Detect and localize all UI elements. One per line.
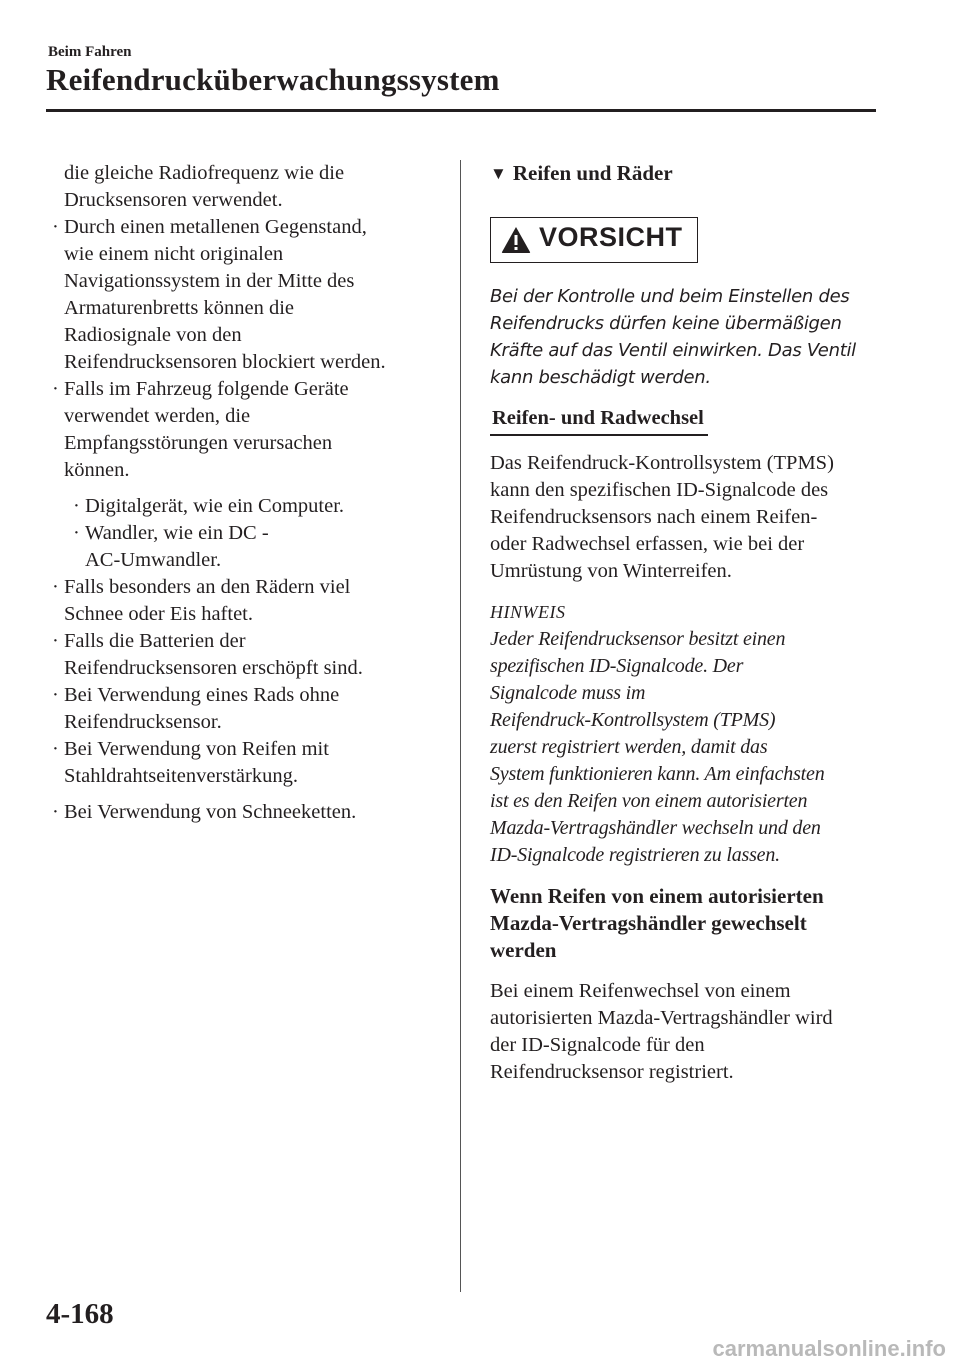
text-line: wie einem nicht originalen: [64, 243, 284, 265]
text-line: der ID-Signalcode für den: [490, 1034, 705, 1056]
bold-heading: [490, 883, 885, 964]
section-heading: [490, 160, 885, 187]
text-line: Reifendrucksensors nach einem Reifen-: [490, 506, 818, 528]
text-line: Radiosignale von den: [64, 324, 242, 346]
text-line: Reifendrucksensor.: [64, 711, 222, 733]
text-line: Kräfte auf das Ventil einwirken. Das Ventil: [490, 340, 856, 361]
hint-title: HINWEIS: [490, 602, 566, 622]
list-item: [48, 799, 438, 826]
text-line: Mazda-Vertragshändler wechseln und den: [490, 817, 821, 839]
paragraph: [490, 978, 885, 1086]
text-line: werden: [490, 938, 557, 962]
text-line: oder Radwechsel erfassen, wie bei der: [490, 533, 805, 555]
caution-text: [490, 283, 860, 391]
list-item: [48, 736, 438, 790]
list-item: [48, 214, 438, 376]
text-line: ist es den Reifen von einem autorisierten: [490, 790, 808, 812]
text-line: Signalcode muss im: [490, 682, 646, 704]
text-line: ID-Signalcode registrieren zu lassen.: [490, 844, 780, 866]
text-line: Reifendrucksensoren erschöpft sind.: [64, 657, 363, 679]
triangle-down-icon: ▼: [490, 164, 507, 183]
bullet-icon: ·: [52, 801, 59, 823]
text-line: System funktionieren kann. Am einfachsten: [490, 763, 825, 785]
text-line: autorisierten Mazda-Vertragshändler wird: [490, 1007, 833, 1029]
sub-list-item: [48, 520, 438, 574]
text-line: verwendet werden, die: [64, 405, 251, 427]
sub-list-item: [48, 493, 438, 520]
text-line: Bei Verwendung eines Rads ohne: [64, 684, 340, 706]
list-item: [48, 628, 438, 682]
text-line: spezifischen ID-Signalcode. Der: [490, 655, 744, 677]
bullet-icon: ·: [52, 738, 59, 760]
right-column: [490, 160, 885, 1086]
subheading: Reifen- und Radwechsel: [490, 405, 708, 436]
page-number: 4-168: [46, 1298, 114, 1330]
section-heading-text: Reifen und Räder: [512, 161, 673, 185]
text-line: Reifendrucks dürfen keine übermäßigen: [490, 313, 842, 334]
text-line: zuerst registriert werden, damit das: [490, 736, 768, 758]
text-line: die gleiche Radiofrequenz wie die: [64, 162, 345, 184]
text-line: Empfangsstörungen verursachen: [64, 432, 333, 454]
left-column: [48, 160, 438, 826]
text-line: Mazda-Vertragshändler gewechselt: [490, 911, 807, 935]
text-line: Falls besonders an den Rädern viel: [64, 576, 351, 598]
warning-triangle-icon: [501, 226, 531, 254]
hint-body: [490, 626, 885, 869]
text-line: Navigationssystem in der Mitte des: [64, 270, 355, 292]
text-line: AC-Umwandler.: [85, 549, 222, 571]
text-line: Reifendrucksensoren blockiert werden.: [64, 351, 386, 373]
caution-box: [490, 217, 698, 263]
bullet-icon: ·: [52, 576, 59, 598]
text-line: Wenn Reifen von einem autorisierten: [490, 884, 824, 908]
text-line: Digitalgerät, wie ein Computer.: [85, 495, 345, 517]
text-line: kann den spezifischen ID-Signalcode des: [490, 479, 829, 501]
bullet-icon: ·: [73, 495, 80, 517]
text-line: Wandler, wie ein DC -: [85, 522, 269, 544]
text-line: Falls die Batterien der: [64, 630, 246, 652]
bullet-icon: ·: [52, 684, 59, 706]
text-line: Bei Verwendung von Reifen mit: [64, 738, 329, 760]
text-line: können.: [64, 459, 130, 481]
text-line: Umrüstung von Winterreifen.: [490, 560, 732, 582]
page-title: Reifendrucküberwachungssystem: [46, 62, 500, 97]
text-line: Bei der Kontrolle und beim Einstellen des: [490, 286, 850, 307]
text-line: Bei Verwendung von Schneeketten.: [64, 801, 357, 823]
text-line: Durch einen metallenen Gegenstand,: [64, 216, 367, 238]
bullet-icon: ·: [52, 630, 59, 652]
text-line: Bei einem Reifenwechsel von einem: [490, 980, 791, 1002]
header-rule: [46, 109, 876, 112]
column-divider: [460, 160, 461, 1292]
bullet-icon: ·: [73, 522, 80, 544]
text-line: Jeder Reifendrucksensor besitzt einen: [490, 628, 786, 650]
text-line: kann beschädigt werden.: [490, 367, 711, 388]
watermark: carmanualsonline.info: [712, 1336, 946, 1361]
text-line: Reifendrucksensor registriert.: [490, 1061, 734, 1083]
text-line: Das Reifendruck-Kontrollsystem (TPMS): [490, 452, 834, 474]
text-line: Drucksensoren verwendet.: [64, 189, 283, 211]
text-line: Armaturenbretts können die: [64, 297, 294, 319]
section-label: Beim Fahren: [48, 44, 132, 60]
text-line: Schnee oder Eis haftet.: [64, 603, 253, 625]
paragraph: [490, 450, 885, 585]
list-item: [48, 574, 438, 628]
text-line: Stahldrahtseitenverstärkung.: [64, 765, 298, 787]
bullet-icon: ·: [52, 378, 59, 400]
list-item: [48, 682, 438, 736]
text-line: Reifendruck-Kontrollsystem (TPMS): [490, 709, 776, 731]
intro-paragraph: [48, 160, 438, 214]
list-item: [48, 376, 438, 484]
text-line: Falls im Fahrzeug folgende Geräte: [64, 378, 349, 400]
bullet-icon: ·: [52, 216, 59, 238]
caution-label: VORSICHT: [539, 222, 683, 252]
